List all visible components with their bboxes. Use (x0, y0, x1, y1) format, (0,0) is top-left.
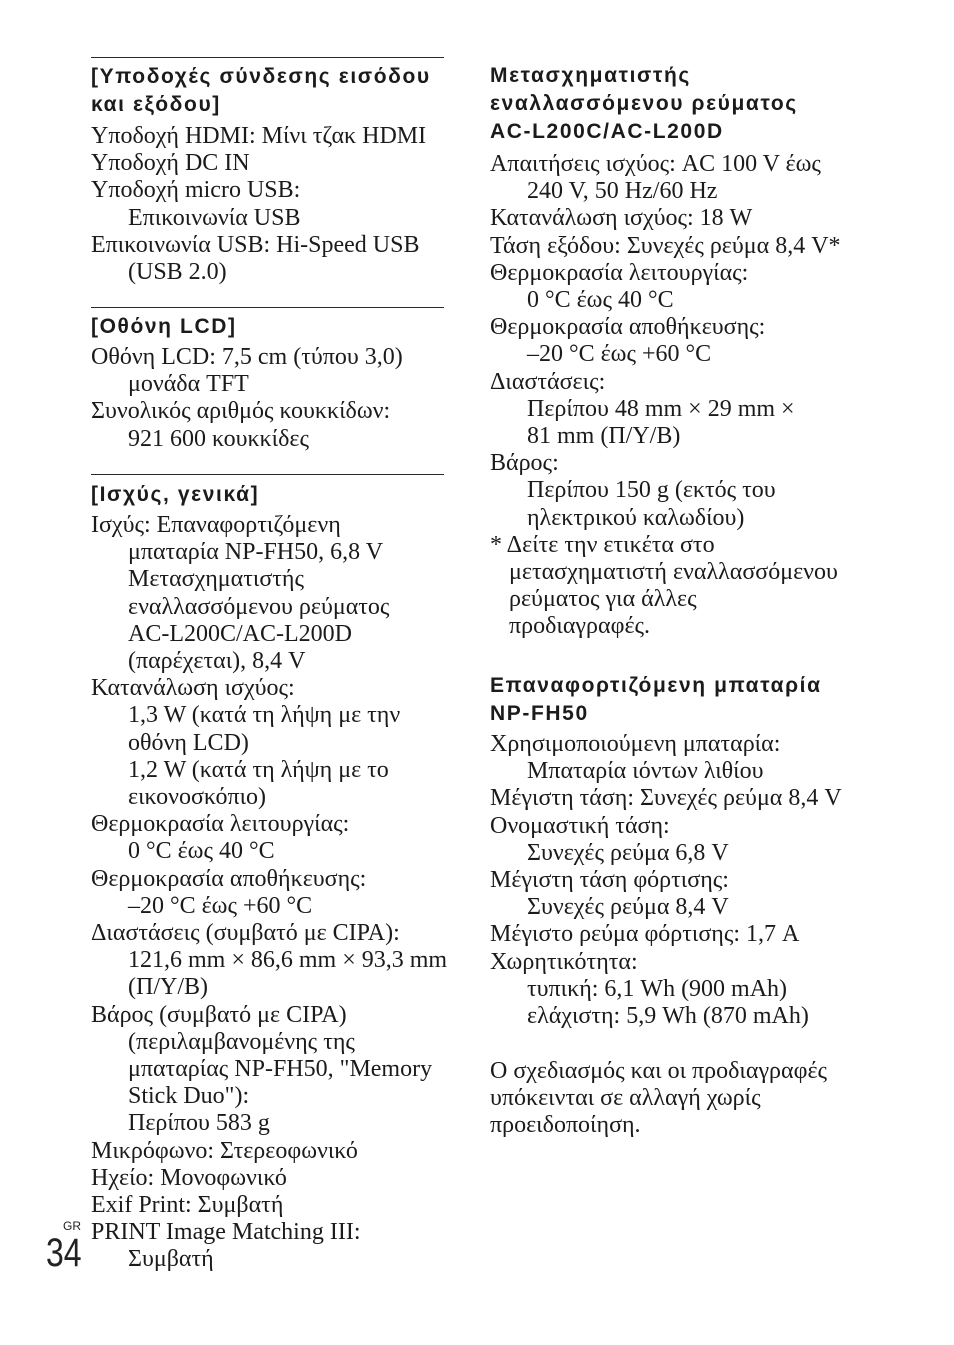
spec-line: 0 °C έως 40 °C (128, 838, 275, 865)
spec-line: PRINT Image Matching III: (91, 1219, 361, 1246)
spec-line: 240 V, 50 Hz/60 Hz (527, 178, 718, 205)
spec-line: Θερμοκρασία λειτουργίας: (490, 259, 749, 286)
spec-line: Κατανάλωση ισχύος: 18 W (490, 205, 753, 232)
spec-line: Συμβατή (128, 1246, 214, 1273)
spec-line: Οθόνη LCD: 7,5 cm (τύπου 3,0) (91, 344, 403, 370)
spec-line: (περιλαμβανομένης της (128, 1028, 355, 1055)
spec-line: (παρέχεται), 8,4 V (128, 648, 306, 675)
max-charging-voltage-entry (490, 867, 842, 921)
spec-line: Συνεχές ρεύμα 6,8 V (527, 839, 729, 866)
footnote-line: * Δείτε την ετικέτα στο (490, 531, 715, 558)
spec-line: 81 mm (Π/Υ/Β) (527, 423, 681, 450)
spec-line: Βάρος (συμβατό με CIPA) (91, 1001, 347, 1028)
spec-line: οθόνη LCD) (128, 729, 249, 756)
spec-line: Μικρόφωνο: Στερεοφωνικό (91, 1137, 358, 1164)
spec-line: Θερμοκρασία λειτουργίας: (91, 811, 350, 838)
heading-line: NP-FH50 (490, 702, 589, 725)
spec-line: Χρησιμοποιούμενη μπαταρία: (490, 731, 781, 757)
spec-line: Exif Print: Συμβατή (91, 1192, 284, 1219)
spec-line: Ονομαστική τάση: (490, 812, 670, 839)
spec-line: Επικοινωνία USB (128, 204, 301, 231)
storage-temperature-entry (490, 314, 841, 368)
spec-line: 121,6 mm × 86,6 mm × 93,3 mm (128, 947, 448, 974)
spec-line: Υποδοχή DC IN (91, 150, 250, 177)
section-divider (91, 57, 444, 58)
hdmi-jack-entry (91, 123, 426, 150)
spec-line: Ηχείο: Μονοφωνικό (91, 1164, 287, 1191)
micro-usb-jack-entry (91, 177, 426, 231)
spec-line: Μετασχηματιστής (128, 566, 304, 593)
mass-entry (490, 450, 841, 532)
spec-line: 921 600 κουκκίδες (128, 425, 309, 452)
output-voltage-entry (490, 233, 841, 260)
print-image-matching-entry (91, 1219, 447, 1273)
spec-line: Περίπου 583 g (128, 1110, 270, 1137)
spec-line: Υποδοχή micro USB: (91, 177, 301, 204)
spec-line: Θερμοκρασία αποθήκευσης: (490, 314, 766, 341)
spec-line: Ισχύς: Επαναφορτιζόμενη (91, 512, 341, 538)
page-number: 34 (46, 1231, 82, 1275)
mass-entry (91, 1002, 447, 1138)
dimensions-entry (91, 920, 447, 1002)
microphone-entry (91, 1138, 447, 1165)
operating-temperature-entry (91, 811, 447, 865)
spec-line: εναλλασσόμενου ρεύματος (128, 593, 390, 620)
exif-print-entry (91, 1192, 447, 1219)
speaker-entry (91, 1165, 447, 1192)
spec-line: Stick Duo"): (128, 1083, 250, 1110)
heading-line: εναλλασσόμενου ρεύματος (490, 92, 798, 115)
heading-line: Επαναφορτιζόμενη μπαταρία (490, 674, 822, 697)
power-requirements-entry (490, 151, 841, 205)
spec-line: 1,3 W (κατά τη λήψη με την (128, 702, 401, 729)
usb-communication-entry (91, 232, 426, 286)
heading-line: Μετασχηματιστής (490, 64, 691, 87)
spec-line: 0 °C έως 40 °C (527, 287, 674, 314)
spec-line: Κατανάλωση ισχύος: (91, 675, 295, 702)
section-divider (91, 307, 444, 308)
heading-line: [Υποδοχές σύνδεσης εισόδου (91, 65, 431, 88)
heading-line: και εξόδου] (91, 93, 221, 116)
section-heading-battery (490, 672, 822, 728)
section-heading-lcd (91, 313, 237, 341)
spec-list-lcd (91, 344, 403, 453)
spec-line: ηλεκτρικού καλωδίου) (527, 504, 745, 531)
spec-line: Μέγιστη τάση φόρτισης: (490, 867, 729, 894)
section-divider (91, 474, 444, 475)
heading-line: AC-L200C/AC-L200D (490, 120, 724, 143)
footnote-line: προδιαγραφές. (509, 613, 651, 640)
spec-list-battery (490, 731, 842, 1030)
max-voltage-entry (490, 785, 842, 812)
spec-line: Συνεχές ρεύμα 8,4 V (527, 894, 729, 921)
spec-line: Θερμοκρασία αποθήκευσης: (91, 865, 367, 892)
spec-line: Υποδοχή HDMI: Μίνι τζακ HDMI (91, 123, 427, 149)
dimensions-entry (490, 369, 841, 451)
lcd-screen-entry (91, 344, 403, 398)
spec-line: Περίπου 150 g (εκτός του (527, 477, 776, 504)
note-line: υπόκεινται σε αλλαγή χωρίς (490, 1085, 761, 1112)
language-code: GR (63, 1219, 81, 1233)
total-dots-entry (91, 398, 403, 452)
spec-line: εικονοσκόπιο) (128, 784, 267, 811)
spec-line: μπαταρίας NP-FH50, "Memory (128, 1056, 433, 1083)
section-heading-io-jacks (91, 63, 431, 119)
spec-line: Διαστάσεις (συμβατό με CIPA): (91, 920, 400, 947)
spec-line: Βάρος: (490, 450, 559, 477)
spec-list-power-general (91, 512, 447, 1274)
heading-line: [Οθόνη LCD] (91, 315, 237, 338)
spec-line: μονάδα TFT (128, 371, 249, 398)
heading-line: [Ισχύς, γενικά] (91, 483, 260, 506)
spec-line: τυπική: 6,1 Wh (900 mAh) (527, 975, 788, 1002)
battery-type-entry (490, 731, 842, 785)
spec-line: Διαστάσεις: (490, 368, 606, 395)
spec-line: Επικοινωνία USB: Hi-Speed USB (91, 231, 420, 258)
note-line: Ο σχεδιασμός και οι προδιαγραφές (490, 1058, 828, 1084)
spec-line: Μπαταρία ιόντων λιθίου (527, 758, 764, 785)
section-heading-power-general (91, 481, 259, 509)
operating-temperature-entry (490, 260, 841, 314)
spec-line: Απαιτήσεις ισχύος: AC 100 V έως (490, 151, 821, 177)
spec-line: μπαταρία NP-FH50, 6,8 V (128, 539, 384, 566)
spec-line: Τάση εξόδου: Συνεχές ρεύμα 8,4 V* (490, 232, 841, 259)
footnote-line: ρεύματος για άλλες (509, 586, 697, 613)
spec-line: (USB 2.0) (128, 259, 227, 286)
max-charging-current-entry (490, 921, 842, 948)
spec-line: –20 °C έως +60 °C (527, 341, 712, 368)
power-source-entry (91, 512, 447, 675)
storage-temperature-entry (91, 866, 447, 920)
section-heading-ac-adaptor (490, 62, 798, 146)
spec-line: Περίπου 48 mm × 29 mm × (527, 395, 795, 422)
spec-line: Χωρητικότητα: (490, 948, 638, 975)
capacity-entry (490, 949, 842, 1031)
spec-line: –20 °C έως +60 °C (128, 892, 313, 919)
spec-list-io-jacks (91, 123, 426, 286)
spec-line: (Π/Υ/Β) (128, 974, 208, 1001)
spec-line: ελάχιστη: 5,9 Wh (870 mAh) (527, 1003, 809, 1030)
footnote-line: μετασχηματιστή εναλλασσόμενου (509, 559, 838, 586)
power-consumption-entry (91, 675, 447, 811)
spec-line: 1,2 W (κατά τη λήψη με το (128, 756, 389, 783)
spec-list-ac-adaptor (490, 151, 841, 641)
footnote (490, 532, 841, 641)
power-consumption-entry (490, 205, 841, 232)
spec-line: Μέγιστο ρεύμα φόρτισης: 1,7 A (490, 921, 800, 948)
spec-line: AC-L200C/AC-L200D (128, 620, 352, 647)
rated-voltage-entry (490, 813, 842, 867)
spec-line: Συνολικός αριθμός κουκκίδων: (91, 398, 391, 425)
dc-in-jack-entry (91, 150, 426, 177)
spec-line: Μέγιστη τάση: Συνεχές ρεύμα 8,4 V (490, 785, 842, 812)
note-line: προειδοποίηση. (490, 1112, 641, 1139)
disclaimer-note (490, 1058, 827, 1140)
